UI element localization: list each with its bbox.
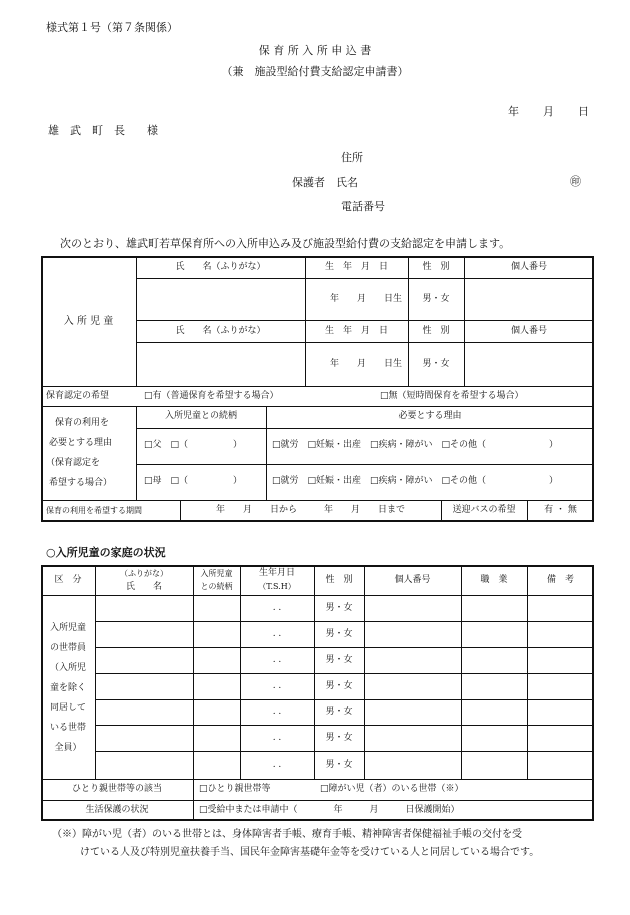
- welfare-checkbox[interactable]: □受給中または申請中（ 年 月 日保護開始）: [199, 805, 460, 815]
- date-day: 日: [578, 105, 589, 118]
- need-label-3: （保育認定を: [46, 458, 101, 468]
- side-label-3: （入所児: [49, 663, 86, 673]
- form-subtitle: （兼 施設型給付費支給認定申請書）: [221, 65, 409, 78]
- bus-value[interactable]: 有 ・ 無: [544, 505, 577, 515]
- address-label: 住所: [341, 151, 363, 164]
- side-label-1: 入所児童: [49, 623, 86, 633]
- col-kubun: 区 分: [54, 575, 82, 585]
- side-label-6: いる世帯: [49, 723, 86, 733]
- col-name: 氏 名: [125, 582, 162, 592]
- sex-value: 男・女: [325, 603, 353, 613]
- need-label-2: 必要とする理由: [49, 438, 113, 448]
- addressee: 雄 武 町 長 様: [48, 124, 158, 137]
- header-name-kana-1: 氏 名（ふりがな）: [175, 262, 266, 272]
- birth-dots: . .: [272, 681, 282, 691]
- sex-value: 男・女: [325, 733, 353, 743]
- single-parent-label: ひとり親世帯等の該当: [71, 784, 162, 794]
- col-birth-1: 生年月日: [258, 568, 295, 578]
- birth-dots: . .: [272, 629, 282, 639]
- date-month: 月: [543, 105, 554, 118]
- header-personal-no-1: 個人番号: [510, 262, 547, 272]
- birth-dots: . .: [272, 655, 282, 665]
- mother-reasons[interactable]: □就労 □妊娠・出産 □疾病・障がい □その他（ ）: [272, 476, 559, 486]
- disability-household-checkbox[interactable]: □障がい児（者）のいる世帯（※）: [320, 784, 464, 794]
- date-year: 年: [508, 105, 519, 118]
- col-birth-2: （T.S.H）: [258, 582, 296, 591]
- sex-value-1: 男・女: [422, 294, 450, 304]
- birth-dots: . .: [272, 603, 282, 613]
- need-label-4: 希望する場合）: [49, 478, 113, 488]
- single-parent-checkbox[interactable]: □ひとり親世帯等: [199, 784, 271, 794]
- intro-text: 次のとおり、雄武町若草保育所への入所申込み及び施設型給付費の支給認定を申請します。: [60, 237, 511, 250]
- header-sex-1: 性 別: [422, 262, 450, 272]
- birth-value-2: 年 月 日生: [330, 359, 403, 369]
- birth-dots: . .: [272, 760, 282, 770]
- col-note: 備 考: [546, 575, 574, 585]
- form-title: 保 育 所 入 所 申 込 書: [258, 44, 372, 57]
- footnote-line-1: （※）障がい児（者）のいる世帯とは、身体障害者手帳、療育手帳、精神障害者保健福祉手帳の交付を受: [52, 829, 522, 840]
- father-checkbox[interactable]: □父 □（ ）: [144, 440, 243, 450]
- header-sex-2: 性 別: [422, 326, 450, 336]
- bus-label: 送迎バスの希望: [452, 505, 516, 515]
- form-number: 様式第１号（第７条関係）: [46, 21, 178, 34]
- birth-dots: . .: [272, 733, 282, 743]
- col-personal-no: 個人番号: [394, 575, 431, 585]
- header-name-kana-2: 氏 名（ふりがな）: [175, 326, 266, 336]
- period-label: 保育の利用を希望する期間: [46, 506, 142, 515]
- section2-title: ○入所児童の家庭の状況: [46, 546, 166, 559]
- reason-header: 必要とする理由: [398, 411, 462, 421]
- col-job: 職 業: [480, 575, 508, 585]
- header-personal-no-2: 個人番号: [510, 326, 547, 336]
- relation-header: 入所児童との続柄: [164, 411, 237, 421]
- side-label-4: 童を除く: [49, 683, 86, 693]
- birth-value-1: 年 月 日生: [330, 294, 403, 304]
- sex-value: 男・女: [325, 655, 353, 665]
- side-label-2: の世帯員: [49, 643, 86, 653]
- side-label-7: 全員）: [54, 743, 82, 753]
- mother-checkbox[interactable]: □母 □（ ）: [144, 476, 243, 486]
- father-reasons[interactable]: □就労 □妊娠・出産 □疾病・障がい □その他（ ）: [272, 440, 559, 450]
- cert-label: 保育認定の希望: [46, 391, 110, 401]
- col-sex: 性 別: [325, 575, 353, 585]
- period-value[interactable]: 年 月 日から 年 月 日まで: [216, 505, 406, 515]
- child-label: 入 所 児 童: [63, 316, 114, 327]
- col-relation-2: との続柄: [200, 582, 233, 591]
- col-kana: （ふりがな）: [120, 569, 168, 578]
- side-label-5: 同居して: [49, 703, 86, 713]
- birth-dots: . .: [272, 707, 282, 717]
- sex-value-2: 男・女: [422, 359, 450, 369]
- sex-value: 男・女: [325, 629, 353, 639]
- cert-yes-checkbox[interactable]: □有（普通保育を希望する場合）: [144, 391, 279, 401]
- guardian-name-label: 保護者 氏名: [292, 176, 358, 189]
- welfare-label: 生活保護の状況: [85, 805, 149, 815]
- phone-label: 電話番号: [341, 200, 385, 213]
- sex-value: 男・女: [325, 681, 353, 691]
- cert-no-checkbox[interactable]: □無（短時間保育を希望する場合）: [380, 391, 524, 401]
- need-label-1: 保育の利用を: [55, 418, 110, 428]
- sex-value: 男・女: [325, 707, 353, 717]
- col-relation-1: 入所児童: [200, 569, 233, 578]
- header-birth-1: 生 年 月 日: [324, 262, 388, 272]
- header-birth-2: 生 年 月 日: [324, 326, 388, 336]
- footnote-line-2: けている人及び特別児童扶養手当、国民年金障害基礎年金等を受けている人と同居している場合です。: [80, 847, 540, 858]
- sex-value: 男・女: [325, 760, 353, 770]
- seal-mark: ㊞: [570, 175, 581, 188]
